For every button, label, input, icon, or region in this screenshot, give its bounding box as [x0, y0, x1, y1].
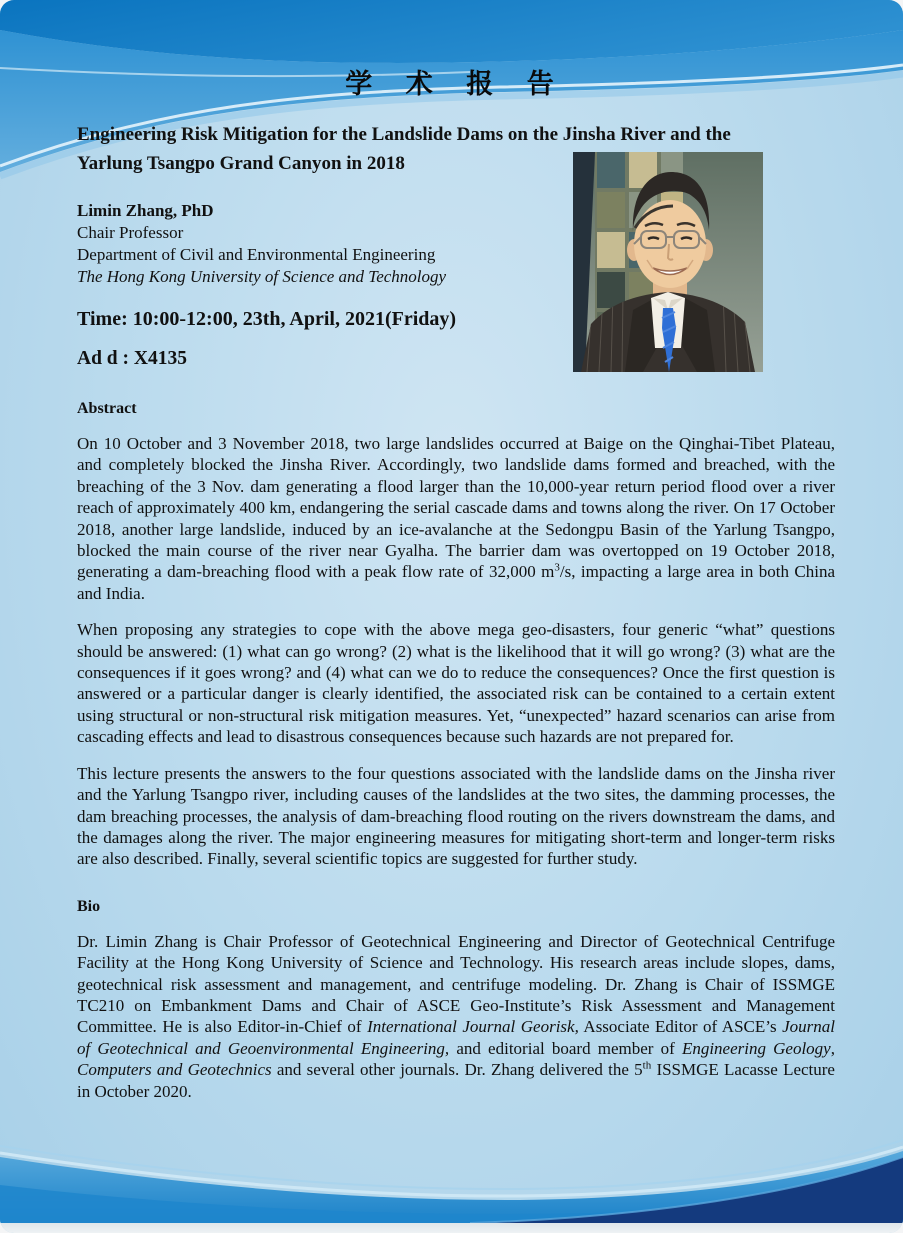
- bio-paragraph: Dr. Limin Zhang is Chair Professor of Geotechnical Engineering and Director of Geotechnical Centrifuge Facility at the Hong Kong University of Science and Technology. His research areas include slopes, dams, geotechnical risk assessment and management, and centrifuge modeling. Dr. Zhang is Chair of ISSMGE TC210 on Embankment Dams and Chair of ASCE Geo-Institute’s Risk Assessment and Management Committee. He is also Editor-in-Chief of International Journal Georisk, Associate Editor of ASCE’s Journal of Geotechnical and Geoenvironmental Engineering, and editorial board member of Engineering Geology, Computers and Geotechnics and several other journals. Dr. Zhang delivered the 5th ISSMGE Lacasse Lecture in October 2020.: [77, 931, 835, 1101]
- abstract-paragraph-3: This lecture presents the answers to the four questions associated with the landslide dams on the Jinsha river and the Yarlung Tsangpo river, including causes of the landslides at the two sites, the damming processes, the dam breaching processes, the analysis of dam-breaching flood routing on the rivers downstream the dams, and the damages along the river. The major engineering measures for mitigating short-term and longer-term risks are also described. Finally, several scientific topics are suggested for further study.: [77, 763, 835, 869]
- abstract-heading: Abstract: [77, 400, 137, 417]
- speaker-role: Chair Professor: [77, 223, 184, 242]
- bottom-wave-decoration: [0, 1083, 903, 1223]
- lecture-title-line-1: Engineering Risk Mitigation for the Landslide Dams on the Jinsha River and the: [77, 124, 731, 145]
- lecture-venue: Ad d : X4135: [77, 348, 187, 369]
- bio-heading: Bio: [77, 897, 101, 915]
- poster-content: [77, 62, 835, 1102]
- page-title-cjk: 学 术 报 告: [345, 69, 567, 99]
- lecture-title-line-2: Yarlung Tsangpo Grand Canyon in 2018: [77, 152, 405, 174]
- speaker-name: Limin Zhang, PhD: [77, 201, 214, 220]
- lecture-time: Time: 10:00-12:00, 23th, April, 2021(Friday): [77, 308, 457, 330]
- speaker-university: The Hong Kong University of Science and Technology: [77, 267, 447, 286]
- abstract-paragraph-2: When proposing any strategies to cope with the above mega geo-disasters, four generic “what” questions should be answered: (1) what can go wrong? (2) what is the likelihood that it will go wrong? (3) what are the consequences if it goes wrong? and (4) what can we do to reduce the consequences? Once the first question is answered or a particular danger is clearly identified, the associated risk can be contained to a certain extent using structural or non-structural risk mitigation measures. Yet, “unexpected” hazard scenarios can arise from cascading effects and lead to disastrous consequences because such hazards are not prepared for.: [77, 620, 835, 747]
- speaker-department: Department of Civil and Environmental Engineering: [77, 245, 436, 264]
- speaker-portrait-photo: [573, 152, 763, 372]
- page-bottom-edge: [0, 1223, 903, 1233]
- abstract-paragraph-1: On 10 October and 3 November 2018, two large landslides occurred at Baige on the Qinghai-Tibet Plateau, and completely blocked the Jinsha River. Accordingly, two landslide dams formed and breached, with the breaching of the 3 Nov. dam generating a flood larger than the 10,000-year return period flood over a river reach of approximately 400 km, endangering the serial cascade dams and towns along the river. On 17 October 2018, another large landslide, induced by an ice-avalanche at the Sedongpu Basin of the Yarlung Tsangpo, blocked the main course of the river near Gyalha. The barrier dam was overtopped on 19 October 2018, generating a dam-breaching flood with a peak flow rate of 32,000 $m^3/s$, impacting a large area in both China and India.: [77, 434, 835, 603]
